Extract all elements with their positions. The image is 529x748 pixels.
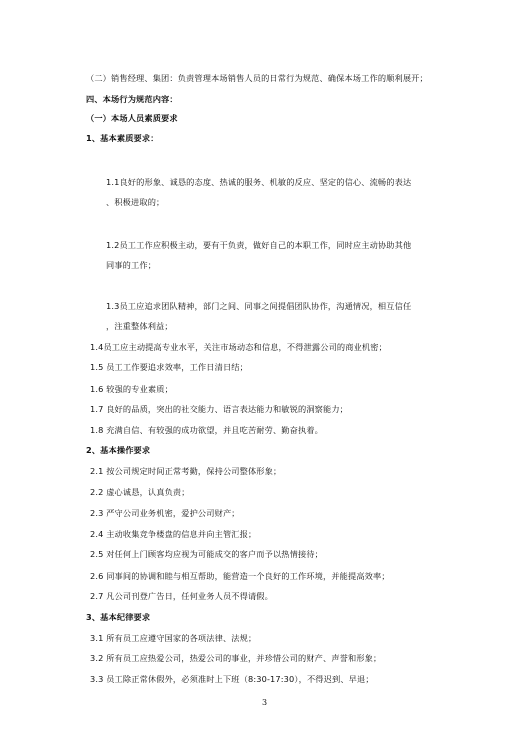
intro-line: （二）销售经理、集团：负责管理本场销售人员的日常行为规范、确保本场工作的顺利展开； [86, 73, 428, 83]
paragraph-2-1: 2.1 按公司规定时间正常考勤，保持公司整体形象； [90, 466, 282, 476]
paragraph-1-6: 1.6 较强的专业素质； [90, 384, 173, 394]
paragraph-1-3-line-1: 1.3员工应追求团队精神，部门之间、同事之间提倡团队协作，沟通情况，相互信任 [106, 301, 412, 311]
paragraph-3-1: 3.1 所有员工应遵守国家的各项法律、法规； [90, 633, 257, 643]
paragraph-2-3: 2.3 严守公司业务机密，爱护公司财产； [90, 508, 240, 518]
paragraph-1-8: 1.8 充满自信、有较强的成功欲望，并且吃苦耐劳、勤奋执着。 [90, 425, 323, 435]
page-number: 3 [261, 698, 268, 707]
paragraph-1-3-line-2: ，注重整体利益； [106, 321, 173, 331]
paragraph-2-7: 2.7 凡公司刊登广告日，任何业务人员不得请假。 [90, 591, 273, 601]
paragraph-2-4: 2.4 主动收集竞争楼盘的信息并向主管汇报； [90, 529, 257, 539]
paragraph-1-1-line-2: 、积极进取的； [106, 197, 165, 207]
item-heading-1: 1、基本素质要求： [86, 133, 159, 143]
paragraph-1-2-line-2: 同事的工作； [106, 260, 157, 270]
paragraph-1-2-line-1: 1.2员工工作应积极主动，要有干负责，做好自己的本职工作，同时应主动协助其他 [106, 240, 412, 250]
item-heading-2: 2、基本操作要求 [86, 445, 151, 455]
section-heading: 四、本场行为规范内容： [86, 94, 178, 104]
paragraph-2-6: 2.6 同事间的协调和睦与相互帮助，能营造一个良好的工作环境，并能提高效率； [90, 571, 390, 581]
paragraph-2-2: 2.2 虚心诚恳，认真负责； [90, 487, 190, 497]
paragraph-3-2: 3.2 所有员工应热爱公司，热爱公司的事业，并珍惜公司的财产、声誉和形象； [90, 653, 382, 663]
paragraph-2-5: 2.5 对任何上门顾客均应视为可能成交的客户而予以热情接待； [90, 549, 323, 559]
item-heading-3: 3、基本纪律要求 [86, 612, 151, 622]
paragraph-3-3: 3.3 员工除正常休假外，必须准时上下班（8:30-17:30），不得迟到、早退； [90, 674, 374, 684]
paragraph-1-5: 1.5 员工工作要追求效率，工作日清日结； [90, 362, 248, 372]
paragraph-1-1-line-1: 1.1良好的形象、诚恳的态度、热诚的服务、机敏的反应、坚定的信心、流畅的表达 [106, 177, 412, 187]
paragraph-1-4: 1.4员工应主动提高专业水平，关注市场动态和信息，不得泄露公司的商业机密； [90, 342, 387, 352]
paragraph-1-7: 1.7 良好的品质，突出的社交能力、语言表达能力和敏锐的洞察能力； [90, 404, 349, 414]
subsection-heading: （一）本场人员素质要求 [86, 113, 178, 123]
